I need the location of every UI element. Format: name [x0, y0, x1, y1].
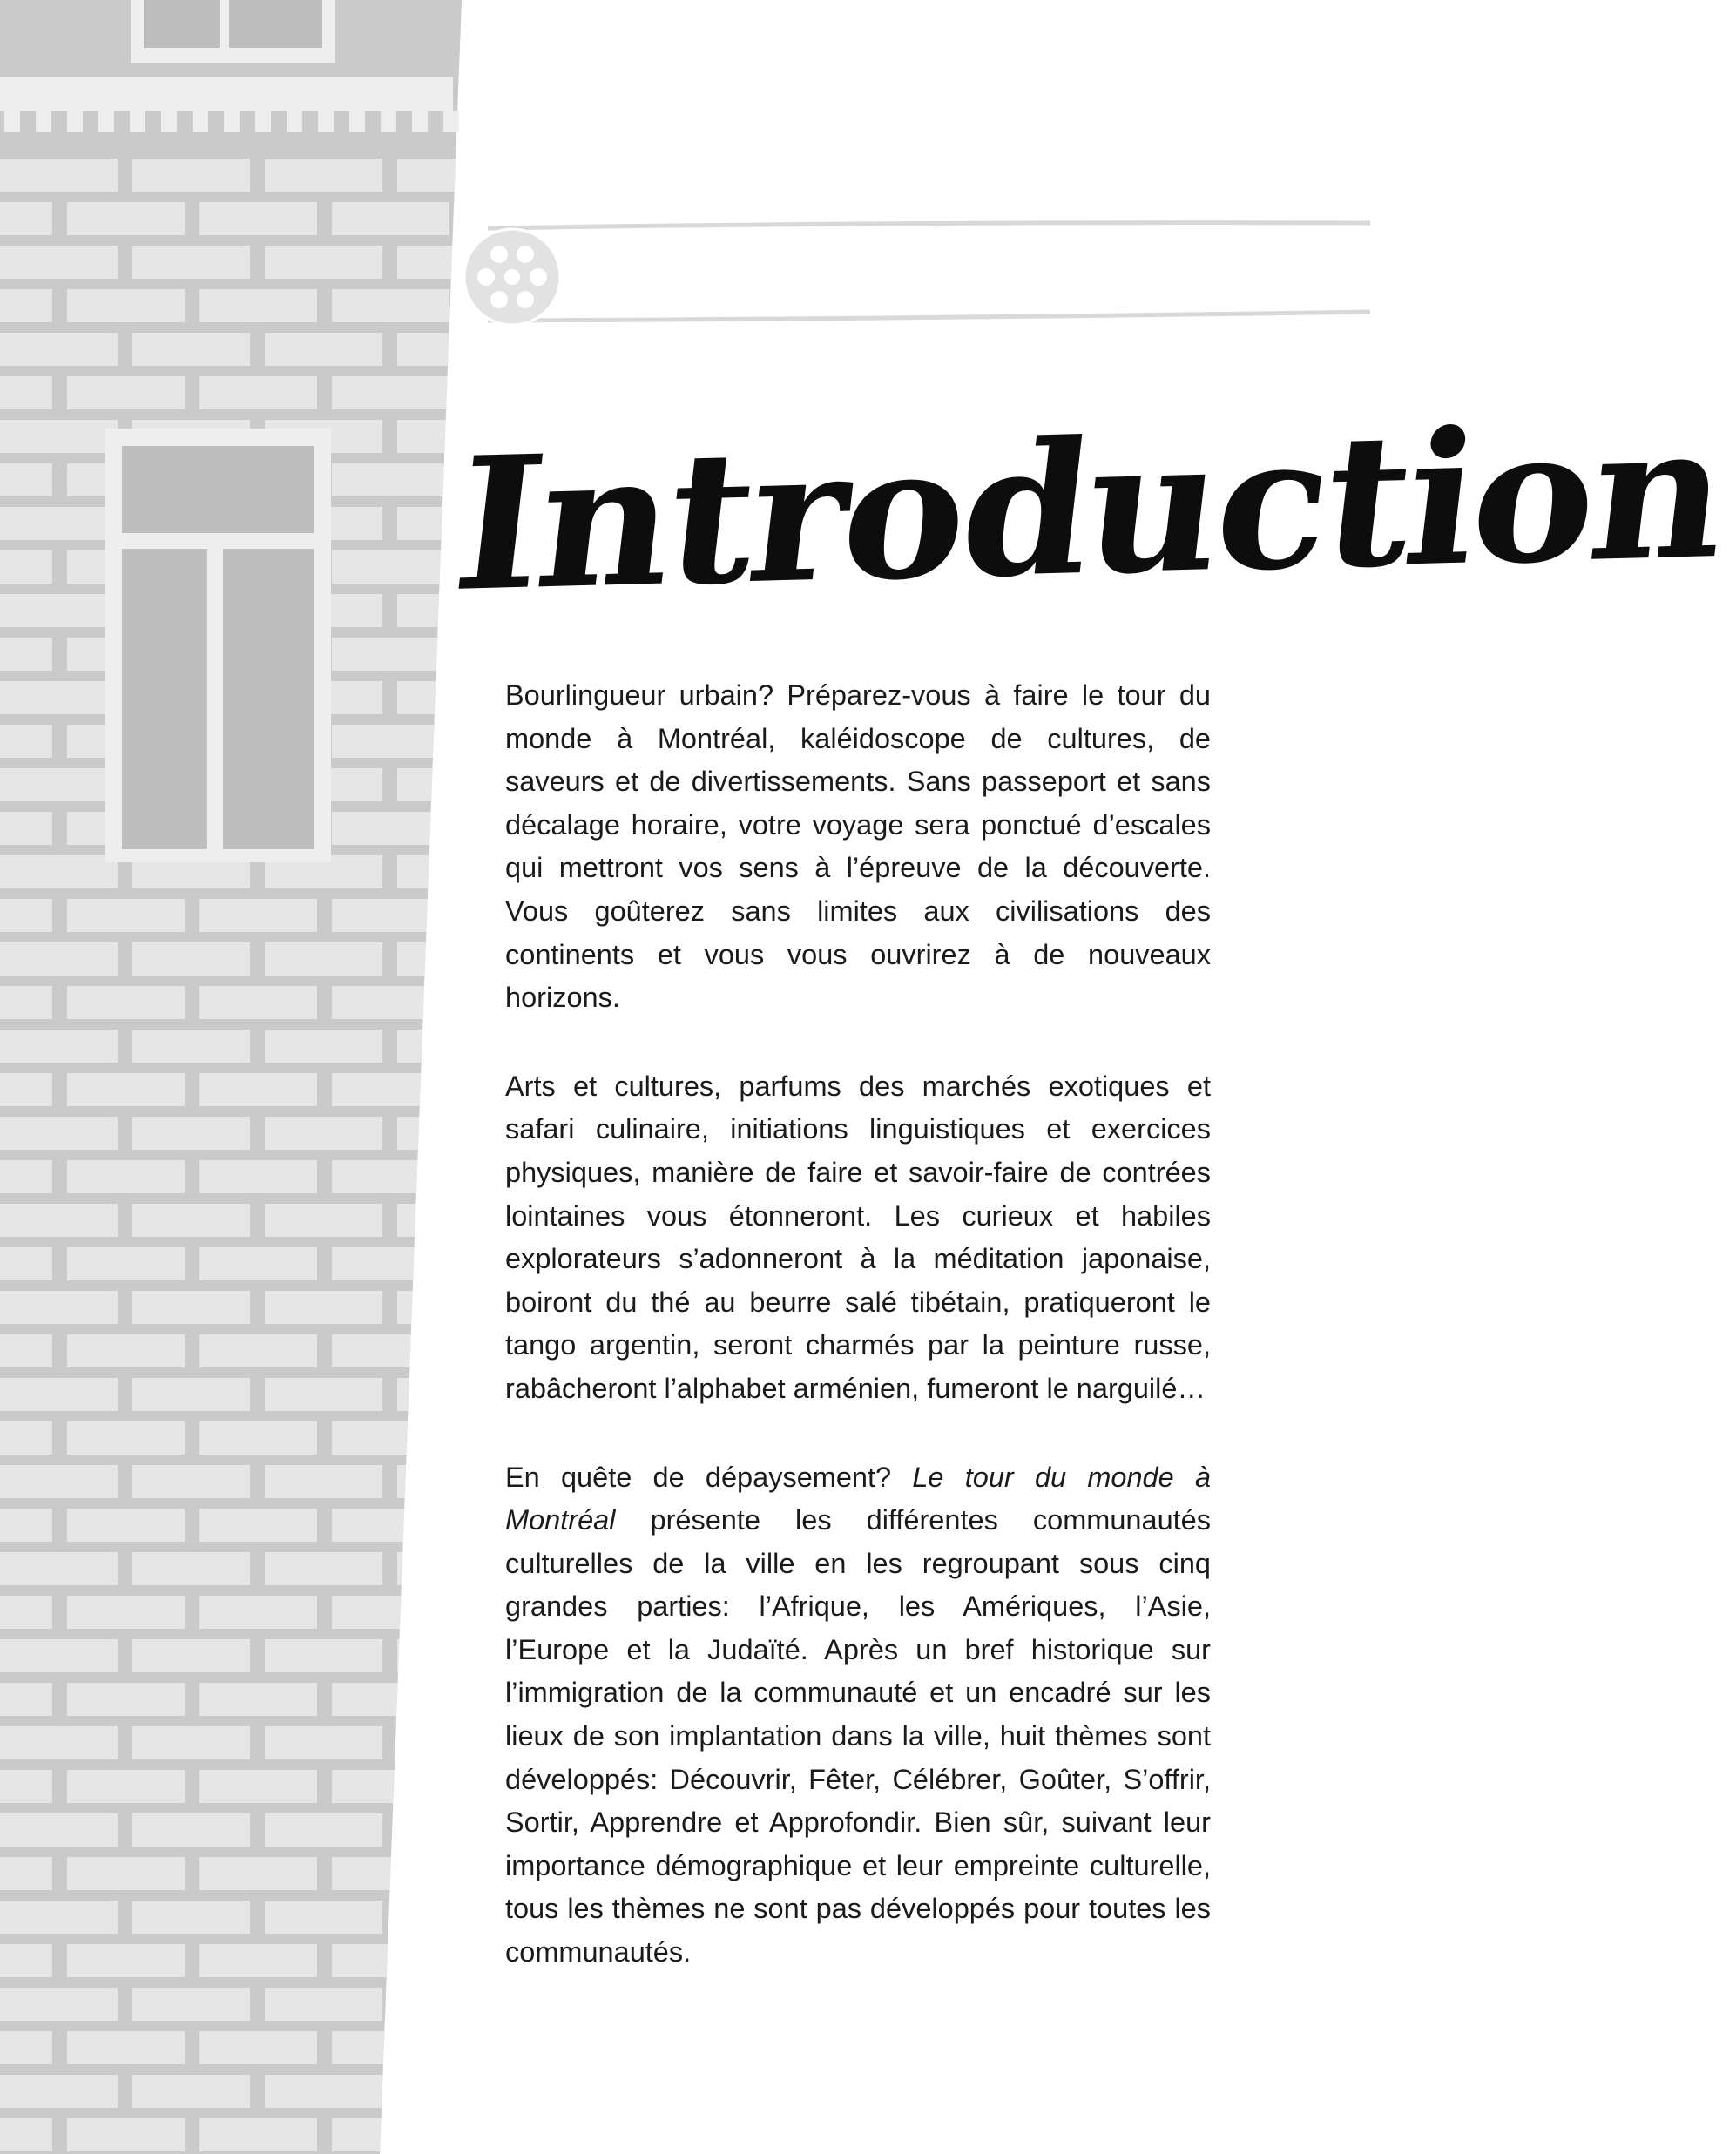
brick	[397, 681, 515, 714]
brick	[0, 1857, 52, 1890]
brick	[0, 507, 118, 540]
reel-hole	[490, 291, 508, 308]
paragraph-text: En quête de dépaysement?	[505, 1461, 913, 1493]
cornice-tooth	[224, 111, 240, 132]
brick	[199, 289, 317, 322]
reel-hole	[517, 291, 534, 308]
brick	[132, 1813, 250, 1847]
cornice-tooth	[161, 111, 177, 132]
brick	[67, 1770, 185, 1803]
brick	[199, 1160, 317, 1193]
brick	[332, 1944, 449, 1977]
brick	[0, 812, 52, 845]
brick	[265, 1726, 382, 1759]
brick	[67, 289, 185, 322]
brick	[67, 1073, 185, 1106]
brick	[397, 1901, 515, 1934]
brick	[0, 768, 118, 801]
brick	[397, 1813, 515, 1847]
cornice-band	[0, 77, 453, 111]
brick	[332, 1596, 449, 1629]
brick	[265, 2075, 382, 2108]
brick	[397, 768, 515, 801]
brick	[67, 1944, 185, 1977]
brick	[0, 463, 52, 496]
brick	[132, 1726, 250, 1759]
brick	[0, 1073, 52, 1106]
brick	[132, 1204, 250, 1237]
brick	[0, 1596, 52, 1629]
brick	[67, 202, 185, 235]
brick	[265, 1552, 382, 1585]
brick	[332, 463, 449, 496]
paragraph-text: Arts et cultures, parfums des marchés exotiques et safari culinaire, initiations linguistiques et exercices physiques, manière de faire et savoir-faire de contrées lointaines vous étonneront. Les curieux et habiles explorateurs s’adonneront à la méditation japonaise, boiront du thé au beurre salé tibétain, pratiqueront le tango argentin, seront charmés par la peinture russe, rabâcheront l’alphabet arménien, fumeront le narguilé…	[505, 1070, 1211, 1404]
brick	[0, 376, 52, 409]
brick	[132, 1291, 250, 1324]
brick	[0, 1378, 118, 1411]
brick	[332, 812, 449, 845]
reel-hole	[530, 268, 547, 286]
brick	[0, 159, 118, 192]
brick	[0, 1988, 118, 2021]
brick	[397, 1988, 515, 2021]
brick	[67, 2031, 185, 2064]
brick	[0, 855, 118, 888]
paragraph-text: Bourlingueur urbain? Préparez-vous à faire le tour du monde à Montréal, kaléidoscope de cultures, de saveurs et de divertissements. Sans passeport et sans décalage horaire, votre voyage sera ponctué d’escales qui mettront vos sens à l’épreuve de la découverte. Vous goûterez sans limites aux civilisations des continents et vous vous ouvrirez à de nouveaux horizons.	[505, 679, 1211, 1014]
brick	[332, 1857, 449, 1890]
brick	[0, 1204, 118, 1237]
brick	[265, 1465, 382, 1498]
brick	[0, 1901, 118, 1934]
window-transom-pane	[122, 446, 314, 533]
brick	[132, 159, 250, 192]
brick	[0, 1813, 118, 1847]
reel-hole	[490, 246, 508, 263]
brick	[530, 159, 647, 192]
brick	[332, 2118, 449, 2151]
brick	[332, 1421, 449, 1455]
brick	[265, 942, 382, 976]
brick	[199, 1073, 317, 1106]
brick	[265, 1204, 382, 1237]
brick	[265, 159, 382, 192]
cornice-tooth	[98, 111, 114, 132]
brick	[0, 1334, 52, 1367]
reel-hole	[477, 268, 495, 286]
cornice-tooth	[287, 111, 302, 132]
brick	[199, 1421, 317, 1455]
brick	[132, 1030, 250, 1063]
cornice-tooth	[36, 111, 51, 132]
cornice-tooth	[4, 111, 20, 132]
brick	[397, 1552, 515, 1585]
brick	[199, 1596, 317, 1629]
cornice-tooth	[443, 111, 459, 132]
brick	[265, 1813, 382, 1847]
brick	[199, 1944, 317, 1977]
brick	[265, 1117, 382, 1150]
brick	[397, 2075, 515, 2108]
brick	[265, 1901, 382, 1934]
book-title-italic: Le tour du monde à Montréal	[505, 1461, 1211, 1536]
brick	[265, 1639, 382, 1672]
brick	[67, 2118, 185, 2151]
brick	[265, 246, 382, 279]
brick	[332, 1160, 449, 1193]
brick	[332, 202, 449, 235]
cornice-tooth	[412, 111, 428, 132]
brick	[0, 725, 52, 758]
brick	[132, 1639, 250, 1672]
brick	[0, 333, 118, 366]
brick	[67, 1160, 185, 1193]
brick	[397, 1291, 515, 1324]
brick	[0, 1509, 52, 1542]
brick	[464, 2031, 582, 2064]
brick	[0, 1683, 52, 1716]
brick	[397, 1204, 515, 1237]
brick	[0, 1030, 118, 1063]
brick	[0, 2118, 52, 2151]
brick	[332, 376, 449, 409]
wire-upper	[488, 223, 1370, 228]
brick	[67, 376, 185, 409]
brick	[67, 1334, 185, 1367]
introduction-text	[505, 674, 1211, 2020]
brick	[530, 2075, 647, 2108]
brick	[199, 202, 317, 235]
brick	[0, 202, 52, 235]
brick	[332, 899, 449, 932]
brick	[0, 420, 118, 453]
brick	[397, 855, 515, 888]
brick	[397, 1378, 515, 1411]
brick	[0, 1639, 118, 1672]
brick	[464, 2118, 582, 2151]
upper-window-pane	[229, 0, 322, 48]
cornice-tooth	[318, 111, 334, 132]
brick	[0, 899, 52, 932]
brick	[397, 1726, 515, 1759]
cornice-tooth	[255, 111, 271, 132]
window-left-pane	[122, 549, 207, 849]
brick	[199, 1247, 317, 1280]
brick	[332, 1509, 449, 1542]
brick	[67, 1857, 185, 1890]
brick	[132, 1552, 250, 1585]
brick	[199, 1857, 317, 1890]
brick	[332, 1073, 449, 1106]
brick	[0, 681, 118, 714]
brick	[132, 1465, 250, 1498]
brick	[332, 725, 449, 758]
brick	[67, 1247, 185, 1280]
brick	[332, 550, 449, 584]
brick	[0, 1770, 52, 1803]
reel-hub	[504, 269, 520, 285]
body-paragraph	[505, 674, 1211, 1020]
brick	[530, 333, 647, 366]
brick	[0, 594, 118, 627]
brick	[132, 246, 250, 279]
brick	[199, 1509, 317, 1542]
brick	[332, 1247, 449, 1280]
brick	[0, 1291, 118, 1324]
brick	[199, 899, 317, 932]
brick	[199, 1334, 317, 1367]
brick	[0, 1726, 118, 1759]
brick	[332, 1770, 449, 1803]
cornice-tooth	[349, 111, 365, 132]
brick	[0, 550, 52, 584]
brick	[199, 2031, 317, 2064]
wire-lower	[488, 312, 1370, 321]
brick	[0, 638, 52, 671]
brick	[332, 638, 449, 671]
cornice-tooth	[381, 111, 396, 132]
brick	[397, 1465, 515, 1498]
brick	[265, 1378, 382, 1411]
brick	[332, 1334, 449, 1367]
brick	[0, 2075, 118, 2108]
brick	[67, 1509, 185, 1542]
brick	[332, 289, 449, 322]
reel-hole	[517, 246, 534, 263]
cornice-tooth	[130, 111, 145, 132]
brick	[397, 1639, 515, 1672]
brick	[67, 1683, 185, 1716]
brick	[0, 942, 118, 976]
brick	[332, 2031, 449, 2064]
brick	[67, 899, 185, 932]
brick	[132, 1378, 250, 1411]
brick	[0, 1160, 52, 1193]
brick	[0, 289, 52, 322]
brick	[397, 942, 515, 976]
brick	[199, 1683, 317, 1716]
brick	[332, 1683, 449, 1716]
brick	[0, 1552, 118, 1585]
body-paragraph	[505, 1065, 1211, 1411]
brick	[265, 1988, 382, 2021]
brick	[0, 986, 52, 1019]
brick	[199, 376, 317, 409]
brick	[265, 1291, 382, 1324]
brick	[0, 246, 118, 279]
upper-window-pane	[144, 0, 220, 48]
brick	[265, 1030, 382, 1063]
brick	[0, 1465, 118, 1498]
brick	[397, 1117, 515, 1150]
brick	[132, 2075, 250, 2108]
brick	[397, 159, 515, 192]
brick	[67, 986, 185, 1019]
brick	[199, 986, 317, 1019]
brick	[265, 333, 382, 366]
brick	[132, 1901, 250, 1934]
cornice-tooth	[67, 111, 83, 132]
brick	[132, 1117, 250, 1150]
brick	[0, 1944, 52, 1977]
brick	[67, 1421, 185, 1455]
brick	[132, 942, 250, 976]
brick	[199, 2118, 317, 2151]
brick	[199, 1770, 317, 1803]
brick	[0, 1421, 52, 1455]
window-right-pane	[223, 549, 314, 849]
body-paragraph	[505, 1456, 1211, 1975]
brick	[132, 1988, 250, 2021]
brick	[0, 2031, 52, 2064]
brick	[67, 1596, 185, 1629]
brick	[332, 986, 449, 1019]
brick	[0, 1117, 118, 1150]
cornice-tooth	[193, 111, 208, 132]
page-title: Introduction	[444, 384, 1735, 632]
brick	[397, 333, 515, 366]
paragraph-text: présente les différentes communautés culturelles de la ville en les regroupant sous cinq grandes parties: l’Afrique, les Amériques, l’Asie, l’Europe et la Judaïté. Après un bref historique sur l’immigration de la communauté et un encadré sur les lieux de son implantation dans la ville, huit thèmes sont développés: Découvrir, Fêter, Célébrer, Goûter, S’offrir, Sortir, Apprendre et Approfondir. Bien sûr, suivant leur importance démographique et leur empreinte culturelle, tous les thèmes ne sont pas développés pour toutes les communautés.	[505, 1504, 1211, 1968]
brick	[0, 1247, 52, 1280]
brick	[397, 1030, 515, 1063]
brick	[464, 638, 582, 671]
brick	[132, 333, 250, 366]
